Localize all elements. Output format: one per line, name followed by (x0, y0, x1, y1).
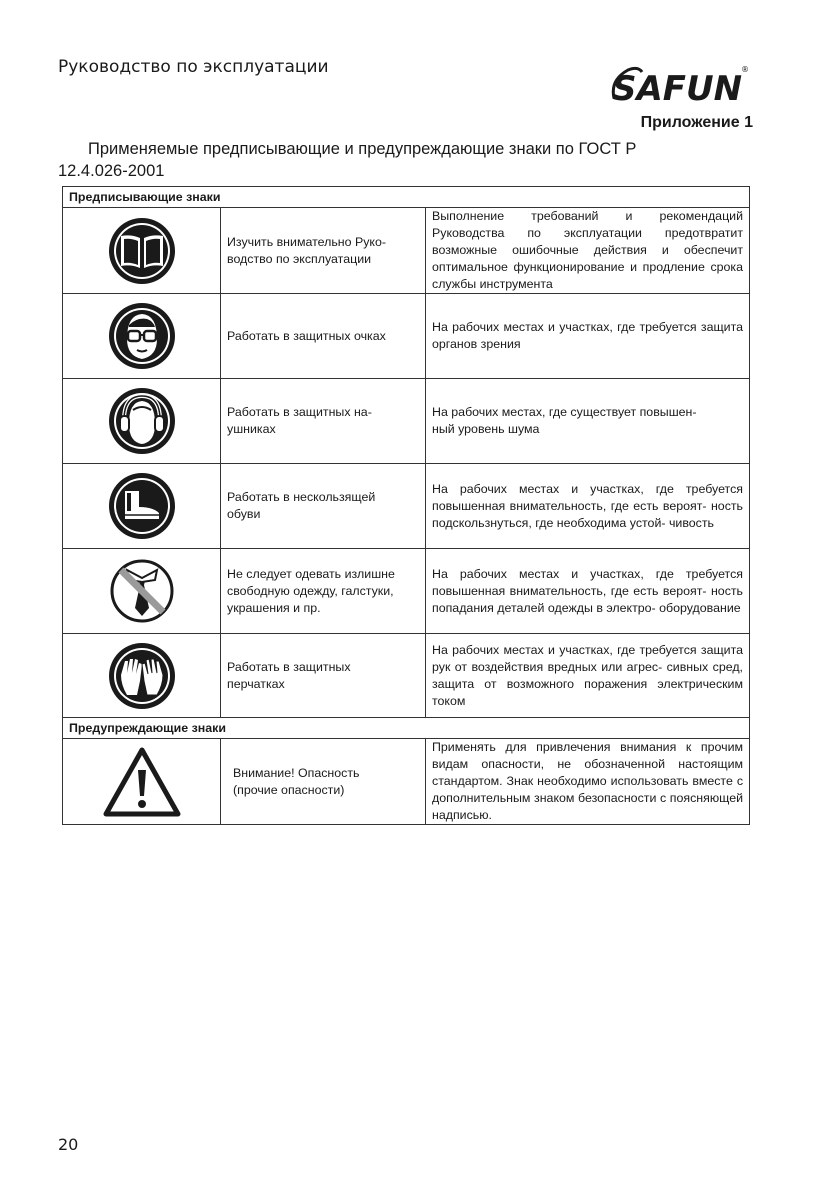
safety-glasses-icon (69, 301, 214, 371)
book-icon (69, 216, 214, 286)
section-header-mandatory: Предписывающие знаки (63, 187, 750, 208)
desc-line-2: обуви (227, 507, 261, 521)
desc-line-2: водство по эксплуатации (227, 251, 372, 266)
note-line-2: ный уровень шума (432, 422, 540, 436)
table-row (63, 464, 750, 549)
safety-boot-icon (69, 471, 214, 541)
sign-description (221, 464, 426, 549)
desc-line-1: Работать в защитных (227, 659, 351, 674)
table-row (63, 634, 750, 718)
section-header-warning: Предупреждающие знаки (63, 718, 750, 739)
gloves-icon (69, 641, 214, 711)
sign-note: Применять для привлечения внимания к прочим видам опасности, не обозначенной настоящим стандартом. Знак необходимо использовать вместе с дополнительным знаком безопасности с поясняющей надписью. (426, 739, 750, 825)
desc-line-1: Внимание! Опасность (233, 765, 360, 780)
note-line-1: На рабочих местах, где существует повышен- (432, 405, 697, 419)
document-header-title: Руководство по эксплуатации (58, 57, 329, 77)
desc-line-1: Работать в защитных на- (227, 405, 372, 419)
desc-line-1: Работать в нескользящей (227, 490, 376, 504)
intro-line-2: 12.4.026-2001 (58, 162, 165, 180)
sign-description: Работать в защитных очках (221, 294, 426, 379)
desc-line-2: ушниках (227, 422, 276, 436)
sign-description (221, 739, 426, 825)
desc-line-2: (прочие опасности) (233, 782, 345, 797)
page-number: 20 (58, 1135, 79, 1154)
intro-line-1: Применяемые предписывающие и предупреждающие знаки по ГОСТ Р (88, 140, 637, 158)
sign-description (221, 208, 426, 294)
table-row (63, 739, 750, 825)
appendix-label: Приложение 1 (640, 114, 753, 131)
table-row (63, 549, 750, 634)
intro-text (58, 138, 758, 182)
sign-note: На рабочих местах и участках, где требуется повышенная внимательность, где есть вероят- ность попадания деталей одежды в электро- оборудование (426, 549, 750, 634)
registered-mark: ® (741, 65, 749, 74)
sign-note: На рабочих местах и участках, где требуется повышенная внимательность, где есть вероят- ность подскользнуться, где необходима устой- чивость (426, 464, 750, 549)
table-row (63, 294, 750, 379)
sign-note (426, 379, 750, 464)
sign-note: Выполнение требований и рекомендаций Руководства по эксплуатации предотвратит возможные ошибочные действия и обеспечит оптимальное функционирование и продление срока службы инструмента (426, 208, 750, 294)
signs-table (62, 186, 750, 825)
sign-description (221, 379, 426, 464)
safun-logo-icon (608, 60, 750, 106)
table-row (63, 379, 750, 464)
table-row (63, 208, 750, 294)
sign-note: На рабочих местах и участках, где требуется защита органов зрения (426, 294, 750, 379)
logo-text: SAFUN (612, 69, 743, 106)
sign-description: Не следует одевать излишне свободную одежду, галстуки, украшения и пр. (221, 549, 426, 634)
desc-line-2: перчатках (227, 676, 285, 691)
warning-triangle-icon (69, 746, 214, 818)
sign-note: На рабочих местах и участках, где требуется защита рук от воздействия вредных или агрес- сивных сред, защита от возможного поражения электрическим током (426, 634, 750, 718)
sign-description (221, 634, 426, 718)
desc-line-1: Изучить внимательно Руко- (227, 234, 386, 249)
ear-protection-icon (69, 386, 214, 456)
no-tie-icon (69, 556, 214, 626)
